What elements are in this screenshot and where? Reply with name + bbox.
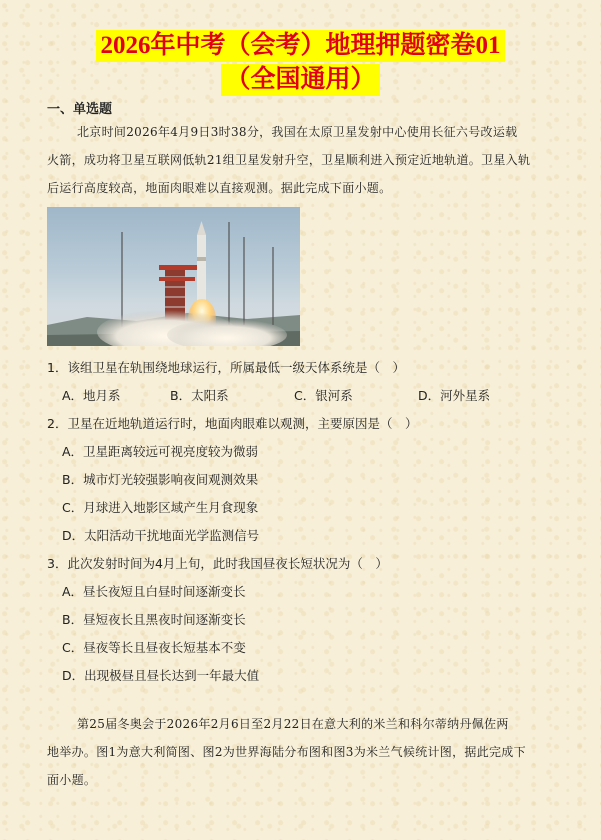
q1-option-c[interactable]: C．银河系	[294, 388, 353, 403]
q2-option-c[interactable]: C．月球进入地影区域产生月食现象	[62, 500, 259, 515]
title-line-2: （全国通用）	[221, 64, 379, 96]
q1-option-a[interactable]: A．地月系	[62, 388, 121, 403]
outro-passage	[47, 710, 557, 794]
q3-option-c[interactable]: C．昼夜等长且昼夜长短基本不变	[62, 640, 246, 655]
question-3-stem: 3．此次发射时间为4月上旬，此时我国昼夜长短状况为（ ）	[47, 556, 388, 571]
intro-line-2: 火箭，成功将卫星互联网低轨21组卫星发射升空，卫星顺利进入预定近地轨道。卫星入轨	[47, 153, 531, 167]
q1-option-b[interactable]: B．太阳系	[170, 388, 229, 403]
intro-line-3: 后运行高度较高，地面肉眼难以直接观测。据此完成下面小题。	[47, 181, 392, 195]
outro-line-2: 地举办。图1为意大利简图、图2为世界海陆分布图和图3为米兰气候统计图，据此完成下	[47, 745, 526, 759]
q1-option-d[interactable]: D．河外星系	[418, 388, 491, 403]
q2-option-a[interactable]: A．卫星距离较远可视亮度较为微弱	[62, 444, 259, 459]
question-2-stem: 2．卫星在近地轨道运行时，地面肉眼难以观测，主要原因是（ ）	[47, 416, 418, 431]
q2-option-d[interactable]: D．太阳活动干扰地面光学监测信号	[62, 528, 260, 543]
section-heading: 一、单选题	[47, 102, 113, 117]
q3-option-a[interactable]: A．昼长夜短且白昼时间逐渐变长	[62, 584, 246, 599]
outro-line-3: 面小题。	[47, 773, 97, 787]
q3-option-b[interactable]: B．昼短夜长且黑夜时间逐渐变长	[62, 612, 246, 627]
intro-line-1: 北京时间2026年4月9日3时38分，我国在太原卫星发射中心使用长征六号改运载	[77, 125, 518, 139]
title-line-1: 2026年中考（会考）地理押题密卷01	[96, 30, 504, 62]
document-title	[0, 30, 601, 96]
outro-line-1: 第25届冬奥会于2026年2月6日至2月22日在意大利的米兰和科尔蒂纳丹佩佐两	[77, 717, 509, 731]
question-1-stem: 1．该组卫星在轨围绕地球运行，所属最低一级天体系统是（ ）	[47, 360, 405, 375]
q3-option-d[interactable]: D．出现极昼且昼长达到一年最大值	[62, 668, 260, 683]
q2-option-b[interactable]: B．城市灯光较强影响夜间观测效果	[62, 472, 259, 487]
intro-passage	[47, 118, 557, 202]
rocket-launch-photo	[47, 207, 300, 346]
